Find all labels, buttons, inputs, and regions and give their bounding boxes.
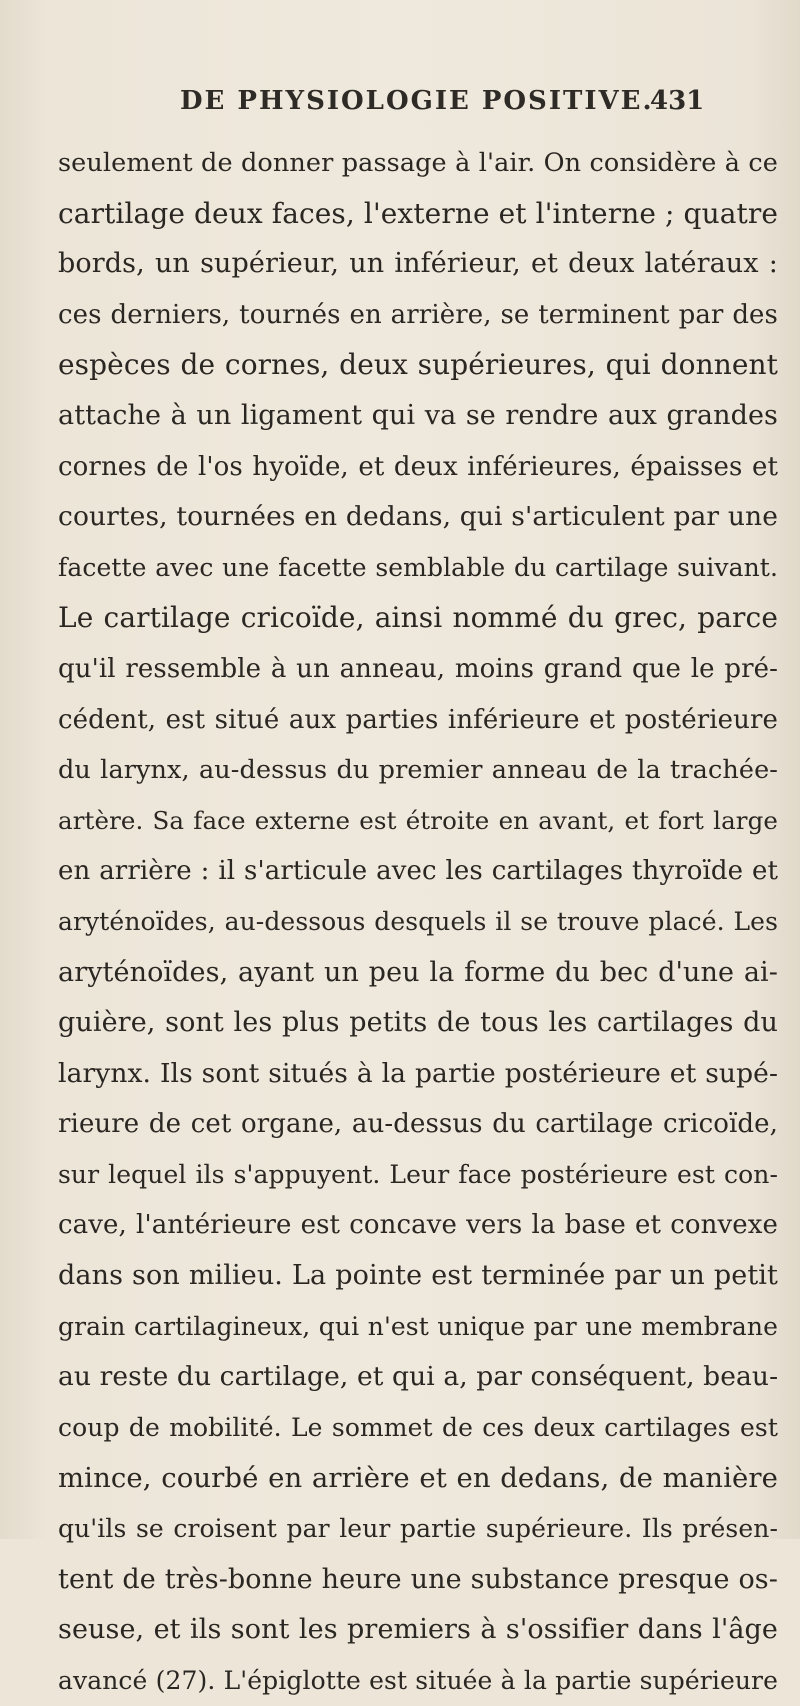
text-line: aryténoïdes, ayant un peu la forme du bec d'une ai-	[58, 956, 778, 988]
text-line: coup de mobilité. Le sommet de ces deux cartilages est	[58, 1412, 778, 1442]
text-line: aryténoïdes, au-dessous desquels il se trouve placé. Les	[58, 906, 778, 936]
text-line: seulement de donner passage à l'air. On considère à ce	[58, 148, 778, 178]
text-line: au reste du cartilage, et qui a, par conséquent, beau-	[58, 1361, 779, 1393]
text-line: ces derniers, tournés en arrière, se terminent par des	[58, 299, 778, 330]
text-line: espèces de cornes, deux supérieures, qui donnent	[58, 348, 778, 382]
text-line: seuse, et ils sont les premiers à s'ossifier dans l'âge	[58, 1614, 778, 1646]
running-head	[0, 86, 800, 126]
text-line: courtes, tournées en dedans, qui s'articulent par une	[58, 501, 778, 533]
text-line: du larynx, au-dessus du premier anneau de la trachée-	[58, 755, 778, 786]
text-line: facette avec une facette semblable du cartilage suivant.	[58, 552, 778, 582]
text-line: mince, courbé en arrière et en dedans, de manière	[58, 1462, 778, 1495]
text-line: rieure de cet organe, au-dessus du cartilage cricoïde,	[58, 1109, 778, 1140]
text-line: grain cartilagineux, qui n'est unique par une membrane	[58, 1311, 778, 1341]
text-line: en arrière : il s'articule avec les cartilages thyroïde et	[58, 856, 778, 887]
text-line: qu'ils se croisent par leur partie supérieure. Ils présen-	[58, 1514, 778, 1544]
text-line: qu'il ressemble à un anneau, moins grand que le pré-	[58, 653, 778, 684]
text-line: dans son milieu. La pointe est terminée par un petit	[58, 1260, 778, 1292]
text-line: tent de très-bonne heure une substance presque os-	[58, 1563, 778, 1595]
page-number: 431	[650, 86, 705, 116]
text-line: sur lequel ils s'appuyent. Leur face postérieure est con-	[58, 1159, 778, 1189]
body-text	[58, 138, 778, 1706]
text-line: attache à un ligament qui va se rendre aux grandes	[58, 399, 778, 431]
running-title: DE PHYSIOLOGIE POSITIVE.	[180, 86, 654, 116]
text-line: cave, l'antérieure est concave vers la base et convexe	[58, 1210, 778, 1241]
text-line: artère. Sa face externe est étroite en avant, et fort large	[58, 805, 778, 835]
text-line: cornes de l'os hyoïde, et deux inférieures, épaisses et	[58, 451, 778, 482]
text-line: larynx. Ils sont situés à la partie postérieure et supé-	[58, 1057, 778, 1089]
text-line: guière, sont les plus petits de tous les cartilages du	[58, 1007, 778, 1039]
text-line: cartilage deux faces, l'externe et l'interne ; quatre	[58, 196, 778, 230]
text-line: bords, un supérieur, un inférieur, et deux latéraux :	[58, 248, 778, 280]
text-line: Le cartilage cricoïde, ainsi nommé du grec, parce	[58, 601, 778, 635]
text-line: cédent, est situé aux parties inférieure et postérieure	[58, 704, 778, 735]
text-line: avancé (27). L'épiglotte est située à la partie supérieure	[58, 1665, 778, 1695]
